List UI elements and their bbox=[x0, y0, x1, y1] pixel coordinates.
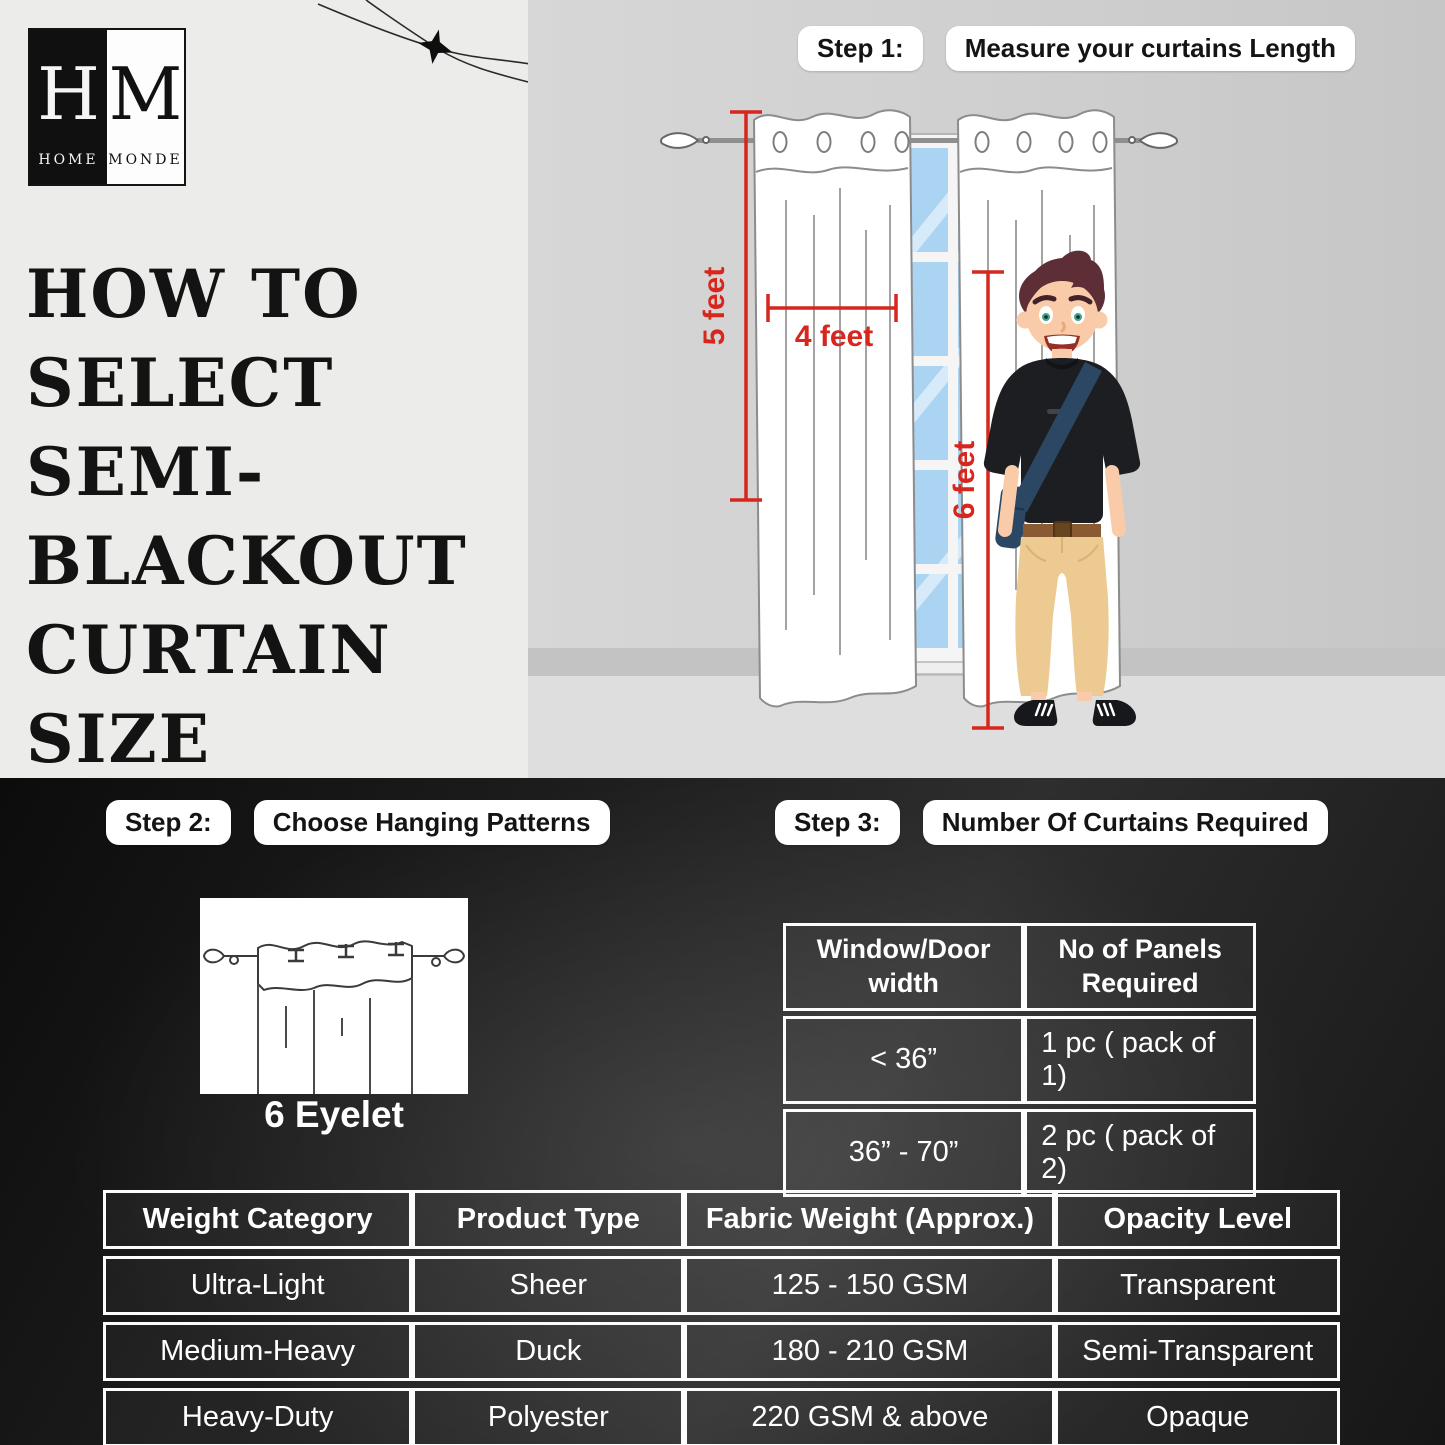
title-line: CURTAIN bbox=[26, 611, 392, 690]
step1-header bbox=[798, 26, 1355, 71]
step2-header bbox=[106, 800, 610, 845]
page-title bbox=[26, 250, 468, 784]
panels-required-table bbox=[783, 918, 1256, 1202]
brand-title-panel bbox=[0, 0, 528, 778]
table-header-cell: Product Type bbox=[412, 1190, 684, 1249]
person-height-label: 6 feet bbox=[948, 440, 981, 520]
table-cell: 1 pc ( pack of 1) bbox=[1024, 1016, 1256, 1104]
home-monde-logo bbox=[28, 28, 186, 186]
hanging-pattern-caption: 6 Eyelet bbox=[264, 1094, 404, 1135]
table-cell: Heavy-Duty bbox=[103, 1388, 412, 1445]
table-header-cell: No of Panels Required bbox=[1024, 923, 1256, 1011]
table-cell: 180 - 210 GSM bbox=[684, 1322, 1055, 1381]
table-cell: 2 pc ( pack of 2) bbox=[1024, 1109, 1256, 1197]
title-line: SELECT bbox=[26, 344, 335, 423]
logo-right-half bbox=[107, 30, 184, 184]
table-cell: 125 - 150 GSM bbox=[684, 1256, 1055, 1315]
bottom-section bbox=[0, 778, 1445, 1445]
step1-text-pill: Measure your curtains Length bbox=[946, 26, 1355, 71]
table-cell: Ultra-Light bbox=[103, 1256, 412, 1315]
table-header-cell: Fabric Weight (Approx.) bbox=[684, 1190, 1055, 1249]
table-cell: Duck bbox=[412, 1322, 684, 1381]
step3-label-pill: Step 3: bbox=[775, 800, 900, 845]
table-cell: Medium-Heavy bbox=[103, 1322, 412, 1381]
table-row bbox=[783, 1016, 1256, 1104]
title-line: SEMI- bbox=[26, 433, 266, 512]
step3-text-pill: Number Of Curtains Required bbox=[923, 800, 1328, 845]
title-line: HOW TO bbox=[26, 255, 362, 334]
title-line: SIZE bbox=[26, 700, 212, 779]
curtain-width-label: 4 feet bbox=[794, 320, 874, 353]
eyelet-curtain-card bbox=[200, 898, 468, 1094]
curtain-height-label: 5 feet bbox=[698, 266, 731, 346]
step3-header bbox=[775, 800, 1328, 845]
table-cell: < 36” bbox=[783, 1016, 1024, 1104]
step1-label-pill: Step 1: bbox=[798, 26, 923, 71]
table-header-cell: Window/Door width bbox=[783, 923, 1024, 1011]
logo-letter-h: H bbox=[37, 52, 100, 136]
table-cell: Sheer bbox=[412, 1256, 684, 1315]
table-header-row bbox=[103, 1190, 1340, 1249]
table-cell: Semi-Transparent bbox=[1055, 1322, 1340, 1381]
table-row bbox=[103, 1256, 1340, 1315]
fabric-spec-table bbox=[103, 1183, 1340, 1445]
table-header-cell: Opacity Level bbox=[1055, 1190, 1340, 1249]
table-header-cell: Weight Category bbox=[103, 1190, 412, 1249]
table-cell: 36” - 70” bbox=[783, 1109, 1024, 1197]
logo-word-home: HOME bbox=[38, 152, 99, 168]
title-line: BLACKOUT bbox=[26, 522, 468, 601]
step2-label-pill: Step 2: bbox=[106, 800, 231, 845]
table-cell: Polyester bbox=[412, 1388, 684, 1445]
table-row bbox=[103, 1322, 1340, 1381]
logo-word-monde: MONDE bbox=[108, 152, 183, 168]
logo-left-half bbox=[30, 30, 107, 184]
measure-curtain-illustration bbox=[528, 0, 1445, 778]
table-cell: Opaque bbox=[1055, 1388, 1340, 1445]
table-cell: 220 GSM & above bbox=[684, 1388, 1055, 1445]
table-row bbox=[103, 1388, 1340, 1445]
step2-text-pill: Choose Hanging Patterns bbox=[254, 800, 610, 845]
plane-doodle-icon bbox=[290, 0, 530, 120]
logo-letter-m: M bbox=[108, 52, 183, 136]
step1-panel bbox=[528, 0, 1445, 778]
eyelet-curtain-sketch bbox=[200, 898, 468, 1094]
left-curtain-panel bbox=[754, 110, 916, 706]
table-header-row bbox=[783, 923, 1256, 1011]
table-cell: Transparent bbox=[1055, 1256, 1340, 1315]
